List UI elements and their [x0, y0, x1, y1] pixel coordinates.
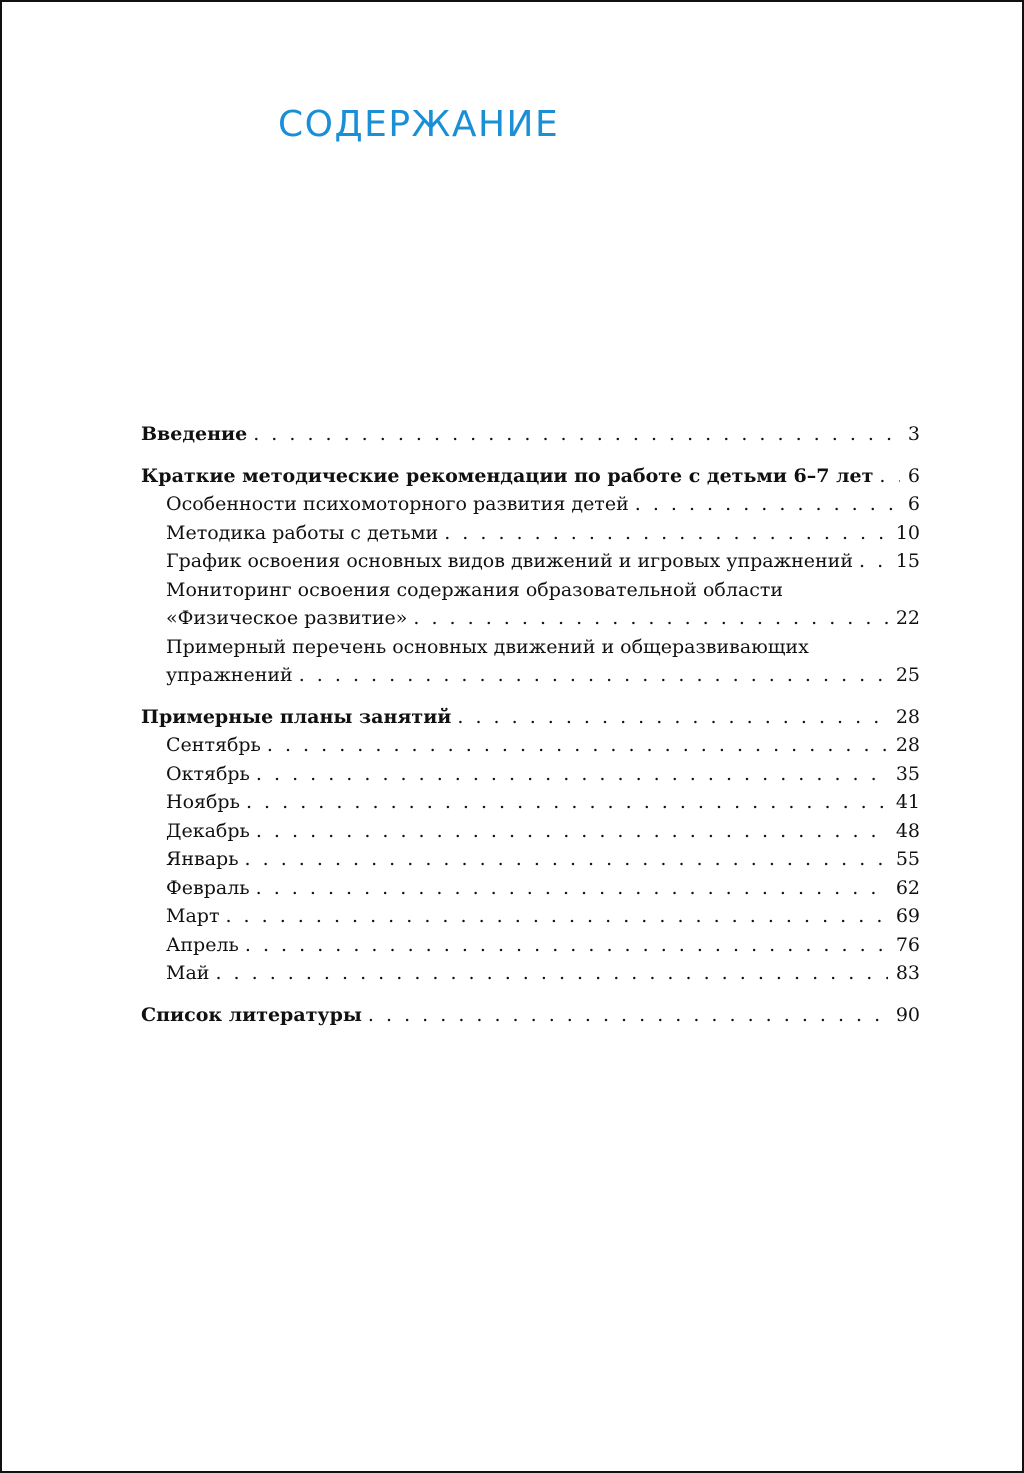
toc-page-number: 28	[895, 734, 920, 756]
dot-leader	[245, 931, 888, 960]
toc-page-number: 90	[895, 1003, 920, 1026]
toc-entry-title: упражнений	[166, 664, 293, 686]
dot-leader	[253, 420, 900, 449]
toc-entry-sub[interactable]	[141, 547, 920, 576]
toc-entry-sub[interactable]	[141, 931, 920, 960]
toc-page-number: 41	[895, 791, 920, 813]
dot-leader	[215, 959, 887, 988]
toc-page-number: 6	[907, 493, 920, 515]
dot-leader	[457, 703, 887, 732]
toc-entry-intro[interactable]	[141, 420, 920, 449]
toc-page-number: 15	[895, 550, 920, 572]
toc-entry-sub[interactable]	[141, 845, 920, 874]
toc-page-number: 3	[907, 423, 920, 445]
toc-entry-sub[interactable]	[141, 902, 920, 931]
toc-entry-title: Февраль	[166, 876, 250, 899]
dot-leader	[267, 731, 888, 760]
toc-entry-section-2[interactable]	[141, 703, 920, 732]
dot-leader	[246, 788, 888, 817]
toc-entry-sub[interactable]	[141, 490, 920, 519]
page-title: СОДЕРЖАНИЕ	[278, 104, 560, 145]
toc-entry-title: Декабрь	[166, 819, 250, 842]
toc-page-number: 25	[895, 664, 920, 686]
toc-entry-sub[interactable]	[141, 760, 920, 789]
toc-entry-title: Методика работы с детьми	[166, 521, 439, 544]
toc-page-number: 6	[907, 464, 920, 487]
table-of-contents	[141, 420, 920, 1029]
toc-entry-sub[interactable]	[141, 788, 920, 817]
dot-leader	[635, 490, 900, 519]
dot-leader	[256, 817, 888, 846]
toc-entry-sub[interactable]	[141, 604, 920, 633]
toc-entry-sub[interactable]	[141, 959, 920, 988]
toc-entry-sub[interactable]	[141, 661, 920, 690]
toc-page-number: 83	[895, 962, 920, 984]
toc-page-number: 55	[895, 848, 920, 870]
dot-leader	[299, 661, 888, 690]
toc-page-number: 69	[895, 905, 920, 927]
toc-entry-title: Краткие методические рекомендации по работе с детьми 6–7 лет	[141, 464, 874, 487]
toc-entry-title: Сентябрь	[166, 734, 261, 756]
toc-entry-title: Введение	[141, 423, 248, 445]
toc-entry-title: Май	[166, 962, 210, 984]
dot-leader	[413, 604, 887, 633]
dot-leader	[879, 462, 900, 491]
toc-page-number: 62	[895, 876, 920, 899]
dot-leader	[245, 845, 888, 874]
toc-entry-title: «Физическое развитие»	[166, 607, 408, 629]
toc-entry-section-1[interactable]	[141, 462, 920, 491]
toc-page-number: 10	[895, 521, 920, 544]
toc-page-number: 76	[895, 933, 920, 956]
toc-entry-title: Ноябрь	[166, 791, 240, 813]
dot-leader	[444, 519, 888, 548]
toc-entry-title-line[interactable]: Примерный перечень основных движений и общеразвивающих	[166, 635, 809, 658]
toc-entry-sub[interactable]	[141, 519, 920, 548]
dot-leader	[368, 1001, 888, 1030]
toc-page-number: 48	[895, 819, 920, 842]
toc-entry-title: Список литературы	[141, 1003, 362, 1026]
toc-entry-title-line[interactable]: Мониторинг освоения содержания образовательной области	[166, 578, 784, 601]
toc-entry-sub[interactable]	[141, 817, 920, 846]
dot-leader	[225, 902, 887, 931]
toc-page-number: 22	[895, 607, 920, 629]
dot-leader	[859, 547, 888, 576]
dot-leader	[256, 874, 888, 903]
toc-entry-title: Апрель	[166, 933, 239, 956]
toc-entry-sub[interactable]	[141, 874, 920, 903]
toc-entry-title: Примерные планы занятий	[141, 705, 452, 728]
dot-leader	[256, 760, 888, 789]
toc-page-number: 28	[895, 705, 920, 728]
toc-entry-sub[interactable]	[141, 731, 920, 760]
toc-entry-title: Особенности психомоторного развития детей	[166, 493, 629, 515]
toc-entry-references[interactable]	[141, 1001, 920, 1030]
toc-entry-title: Октябрь	[166, 762, 250, 785]
toc-entry-title: График освоения основных видов движений и игровых упражнений	[166, 550, 854, 572]
toc-entry-title: Март	[166, 905, 220, 927]
toc-entry-title: Январь	[166, 848, 239, 870]
toc-page-number: 35	[895, 762, 920, 785]
